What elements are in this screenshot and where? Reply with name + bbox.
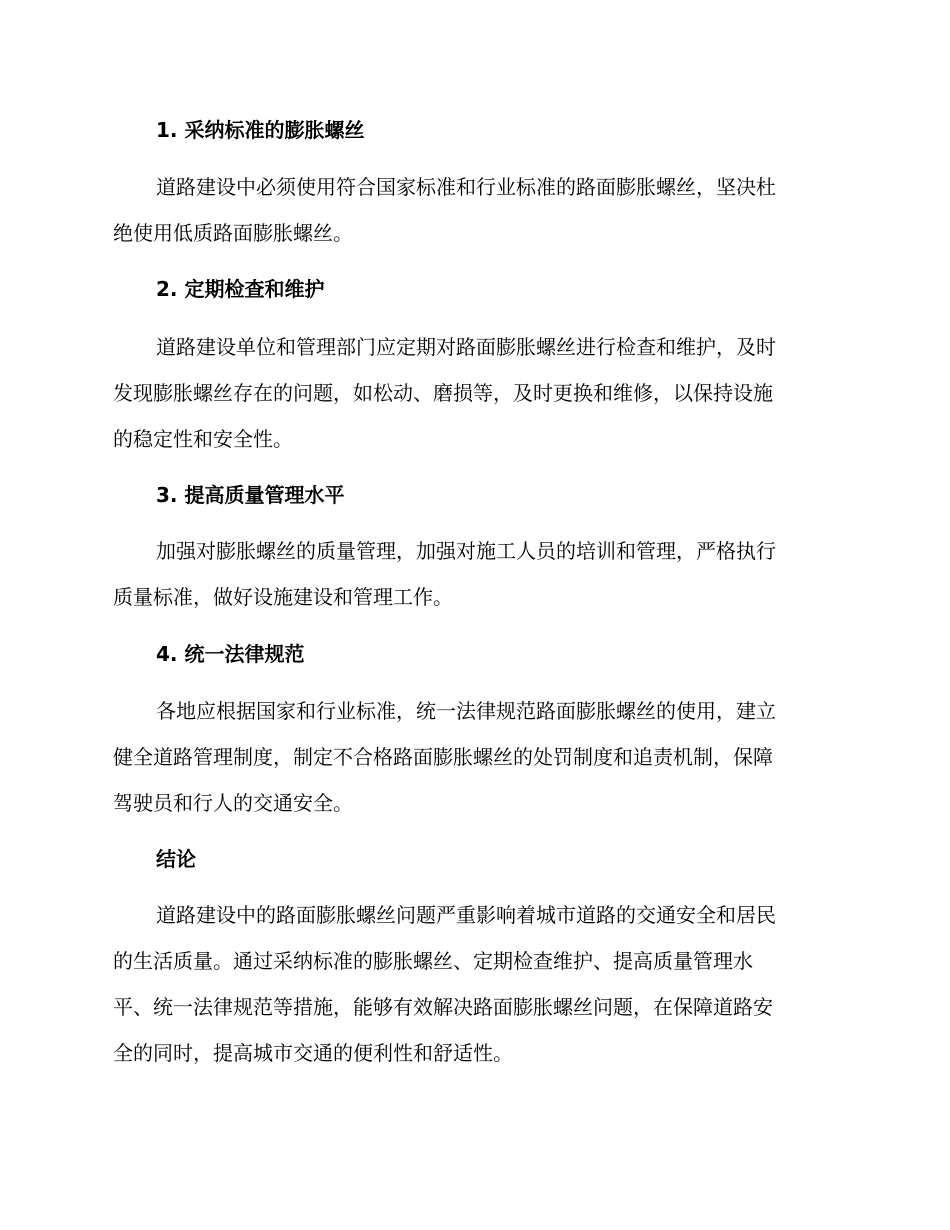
paragraph-line: 绝使用低质路面膨胀螺丝。 [113,221,353,245]
paragraph-line: 的生活质量。通过采纳标准的膨胀螺丝、定期检查维护、提高质量管理水 [113,949,753,973]
section-4-heading: 4. 统一法律规范 [156,642,305,666]
conclusion-paragraph [113,892,833,1076]
paragraph-line: 健全道路管理制度，制定不合格路面膨胀螺丝的处罚制度和追责机制，保障 [113,745,773,769]
section-4-paragraph [113,688,833,826]
conclusion-heading: 结论 [156,847,196,871]
section-1-paragraph [113,164,833,256]
section-3-heading: 3. 提高质量管理水平 [156,483,345,507]
paragraph-line: 道路建设中的路面膨胀螺丝问题严重影响着城市道路的交通安全和居民 [156,903,776,927]
section-3-paragraph [113,528,833,620]
section-1-heading: 1. 采纳标准的膨胀螺丝 [156,118,365,142]
paragraph-line: 道路建设中必须使用符合国家标准和行业标准的路面膨胀螺丝，坚决杜 [156,175,776,199]
paragraph-line: 发现膨胀螺丝存在的问题，如松动、磨损等，及时更换和维修，以保持设施 [113,381,773,405]
section-2-paragraph [113,324,833,462]
paragraph-line: 的稳定性和安全性。 [113,427,293,451]
paragraph-line: 各地应根据国家和行业标准，统一法律规范路面膨胀螺丝的使用，建立 [156,699,776,723]
paragraph-line: 平、统一法律规范等措施，能够有效解决路面膨胀螺丝问题，在保障道路安 [113,995,773,1019]
paragraph-line: 驾驶员和行人的交通安全。 [113,791,353,815]
section-2-heading: 2. 定期检查和维护 [156,277,325,301]
paragraph-line: 全的同时，提高城市交通的便利性和舒适性。 [113,1041,513,1065]
paragraph-line: 质量标准，做好设施建设和管理工作。 [113,585,453,609]
paragraph-line: 道路建设单位和管理部门应定期对路面膨胀螺丝进行检查和维护，及时 [156,335,776,359]
paragraph-line: 加强对膨胀螺丝的质量管理，加强对施工人员的培训和管理，严格执行 [156,539,776,563]
